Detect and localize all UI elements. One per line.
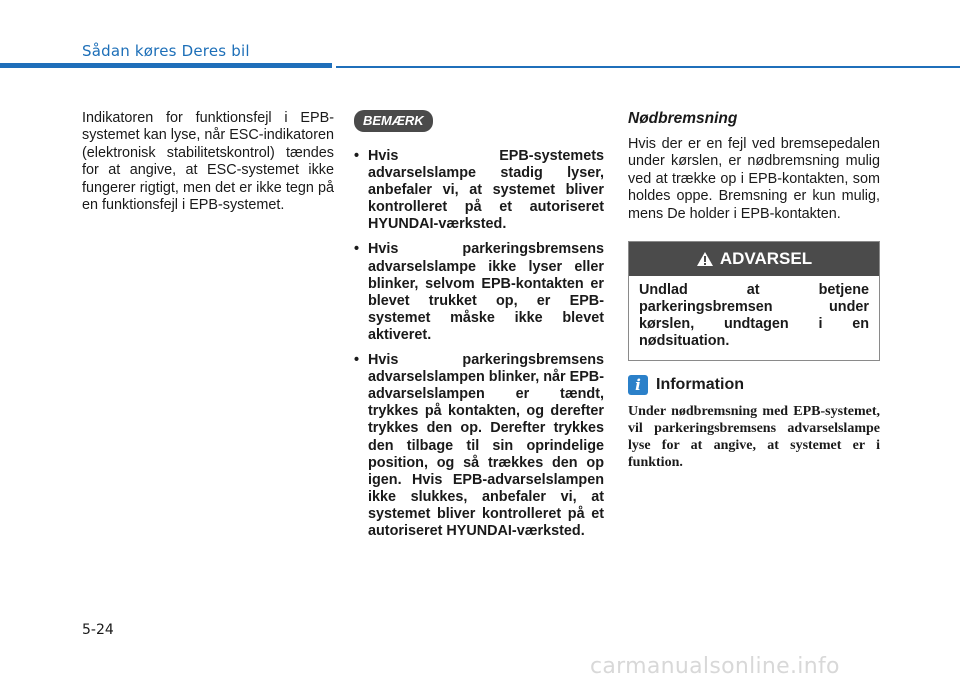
section-title: Sådan køres Deres bil bbox=[82, 42, 250, 60]
information-heading bbox=[628, 375, 880, 395]
list-item: • Hvis parkeringsbremsens advarselslampe ikke lyser eller blinker, selvom EPB-kontakten er blevet trukket op, er EPB-systemet måske ikke blevet aktiveret. bbox=[354, 241, 604, 344]
column-right bbox=[628, 110, 880, 471]
list-item: • Hvis parkeringsbremsens advarselslampen blinker, når EPB-advarselslampen er tændt, trykkes på kontakten, og derefter trykkes den op. Derefter trykkes den tilbage til sin oprindelige position, og så trækkes den op igen. Hvis EPB-advarselslampen ikke slukkes, anbefaler vi, at systemet bliver kontrolleret på et autoriseret HYUNDAI-værksted. bbox=[354, 352, 604, 540]
note-bullet-list bbox=[354, 148, 604, 540]
column-left bbox=[82, 110, 334, 214]
warning-box bbox=[628, 241, 880, 361]
information-text: Under nødbremsning med EPB-systemet, vil parkeringsbremsens advarselslampe lyse for at angive, at systemet er i funktion. bbox=[628, 404, 880, 471]
warning-triangle-icon bbox=[696, 251, 714, 267]
list-item: • Hvis EPB-systemets advarselslampe stadig lyser, anbefaler vi, at systemet bliver kontrolleret på et autoriseret HYUNDAI-værksted. bbox=[354, 148, 604, 233]
header-rule-thin bbox=[336, 66, 960, 68]
info-icon: i bbox=[628, 375, 648, 395]
watermark: carmanualsonline.info bbox=[590, 654, 840, 679]
warning-text: Undlad at betjene parkeringsbremsen under kørslen, undtagen i en nødsituation. bbox=[639, 282, 869, 350]
information-title: Information bbox=[656, 376, 744, 394]
page-number: 5-24 bbox=[82, 622, 114, 638]
warning-label: ADVARSEL bbox=[719, 249, 813, 269]
warning-header bbox=[629, 242, 879, 276]
emergency-braking-heading: Nødbremsning bbox=[628, 110, 738, 127]
emergency-braking-paragraph: Hvis der er en fejl ved bremsepedalen under kørslen, er nødbremsning mulig ved at trække op i EPB-kontakten, som holdes oppe. Bremsning er kun mulig, mens De holder i EPB-kontakten. bbox=[628, 136, 880, 222]
header-rule-thick bbox=[0, 63, 332, 68]
epb-indicator-paragraph: Indikatoren for funktionsfejl i EPB-systemet kan lyse, når ESC-indikatoren (elektronisk stabilitetskontrol) tændes for at angive, at ESC-systemet ikke fungerer rigtigt, men det er ikke tegn på en funktionsfejl i EPB-systemet. bbox=[82, 110, 334, 214]
note-badge: BEMÆRK bbox=[354, 110, 433, 132]
column-middle bbox=[354, 110, 604, 548]
